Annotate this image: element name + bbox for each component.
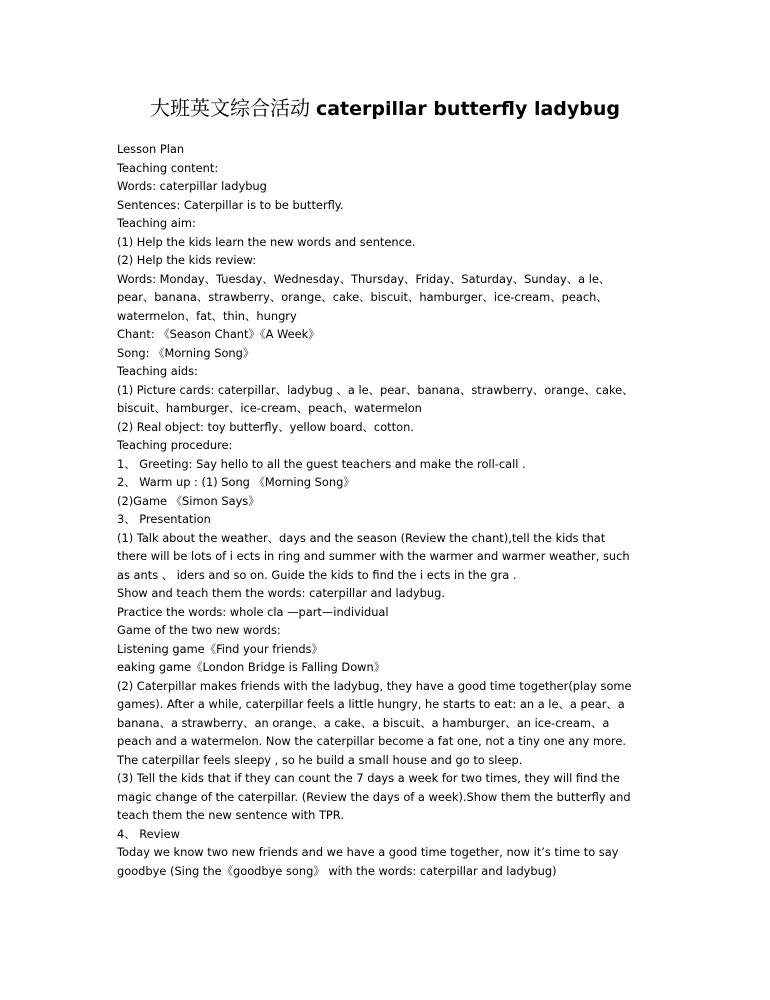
text-line: Sentences: Caterpillar is to be butterfly. [117, 197, 344, 212]
document-title [0, 92, 770, 121]
text-line: (2) Real object: toy butterfly、yellow board、cotton. [117, 419, 414, 434]
text-line: Listening game《Find your friends》 [117, 641, 323, 656]
text-line: eaking game《London Bridge is Falling Down》 [117, 660, 386, 674]
text-line: as ants 、 iders and so on. Guide the kids to find the i ects in the gra . [117, 567, 517, 582]
text-line: teach them the new sentence with TPR. [117, 808, 344, 822]
text-line: (3) Tell the kids that if they can count the 7 days a week for two times, they will find the [117, 771, 620, 785]
text-line: Show and teach them the words: caterpillar and ladybug. [117, 586, 445, 600]
text-line: Words: Monday、Tuesday、Wednesday、Thursday、Friday、Saturday、Sunday、a le、 [117, 271, 611, 286]
text-line: (1) Talk about the weather、days and the season (Review the chant),tell the kids that [117, 530, 606, 545]
text-line: (1) Help the kids learn the new words and sentence. [117, 234, 416, 249]
lesson-plan-body [117, 140, 662, 880]
text-line: Lesson Plan [117, 142, 185, 156]
text-line: watermelon、fat、thin、hungry [117, 308, 297, 323]
text-line: magic change of the caterpillar. (Review the days of a week).Show them the butterfly and [117, 789, 631, 804]
title-english: caterpillar butterfly ladybug [315, 98, 621, 120]
text-line: goodbye (Sing the《goodbye song》 with the words: caterpillar and ladybug) [117, 863, 557, 878]
text-line: biscuit、hamburger、ice-cream、peach、watermelon [117, 401, 422, 415]
text-line: Words: caterpillar ladybug [117, 179, 267, 193]
text-line: 1、 Greeting: Say hello to all the guest teachers and make the roll-call . [117, 456, 526, 471]
text-line: Game of the two new words: [117, 623, 281, 637]
text-line: pear、banana、strawberry、orange、cake、biscuit、hamburger、ice-cream、peach、 [117, 290, 608, 304]
text-line: Teaching aids: [117, 364, 198, 378]
text-line: (2) Help the kids review: [117, 253, 257, 267]
text-line: Teaching content: [117, 160, 219, 175]
text-line: Teaching procedure: [117, 438, 233, 452]
text-line: banana、a strawberry、an orange、a cake、a biscuit、a hamburger、an ice-cream、a [117, 715, 610, 730]
text-line: peach and a watermelon. Now the caterpillar become a fat one, not a tiny one any more. [117, 734, 626, 748]
text-line: 4、 Review [117, 826, 180, 841]
text-line: there will be lots of i ects in ring and summer with the warmer and warmer weather, such [117, 549, 630, 563]
text-line: games). After a while, caterpillar feels a little hungry, he starts to eat: an a le、a pear、a [117, 697, 625, 711]
text-line: Chant: 《Season Chant》《A Week》 [117, 327, 320, 341]
title-chinese: 大班英文综合活动 [149, 96, 310, 120]
text-line: Today we know two new friends and we have a good time together, now it’s time to say [117, 845, 619, 859]
text-line: Teaching aim: [117, 216, 196, 230]
text-line: (2) Caterpillar makes friends with the ladybug, they have a good time together(play some [117, 678, 632, 693]
text-line: 3、 Presentation [117, 512, 211, 526]
text-line: Practice the words: whole cla —part—individual [117, 604, 389, 619]
text-line: Song: 《Morning Song》 [117, 345, 255, 360]
text-line: (1) Picture cards: caterpillar、ladybug 、a le、pear、banana、strawberry、orange、cake、 [117, 382, 634, 397]
text-line: The caterpillar feels sleepy , so he build a small house and go to sleep. [117, 752, 523, 767]
text-line: (2)Game 《Simon Says》 [117, 493, 260, 508]
text-line: 2、 Warm up : (1) Song 《Morning Song》 [117, 475, 355, 489]
